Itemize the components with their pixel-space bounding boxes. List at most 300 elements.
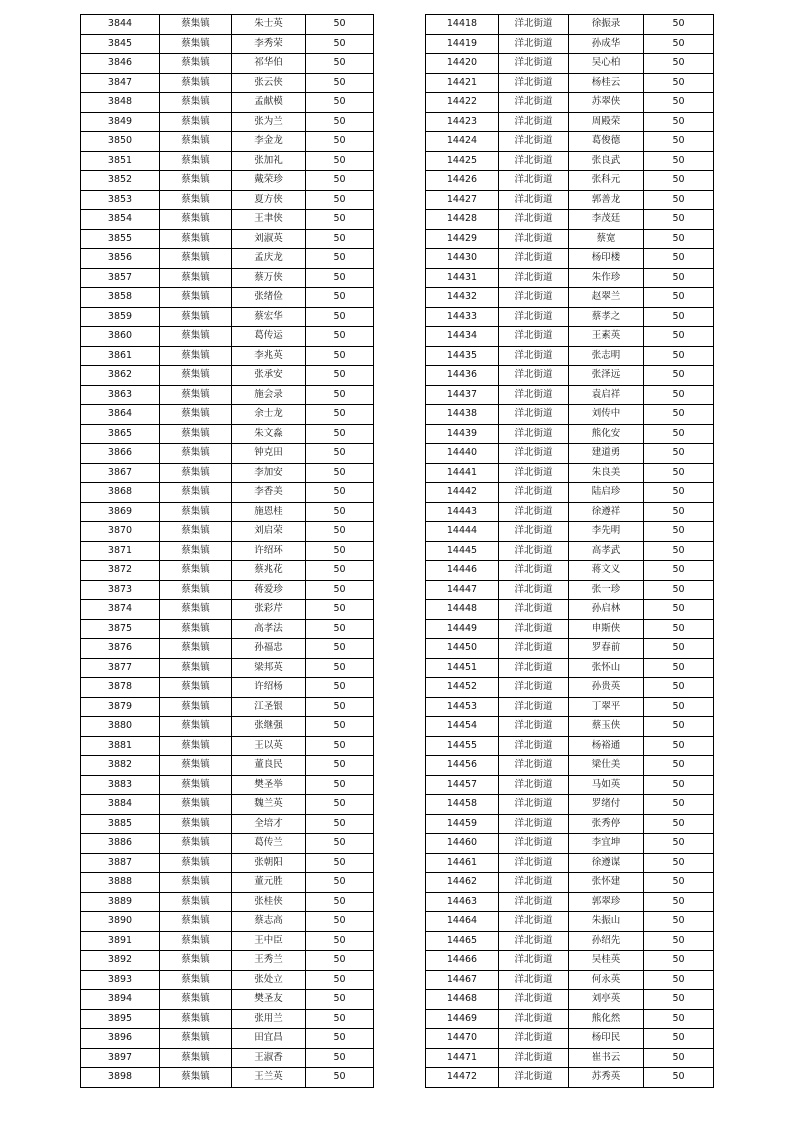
- table-row: [426, 54, 714, 74]
- serial-number-cell: 14427: [426, 190, 499, 210]
- amount-cell: 50: [644, 1048, 714, 1068]
- table-row: [426, 502, 714, 522]
- name-cell: 董元胜: [232, 873, 306, 893]
- township-cell: 洋北街道: [499, 931, 569, 951]
- serial-number-cell: 3845: [81, 34, 160, 54]
- name-cell: 李茂廷: [569, 210, 644, 230]
- table-row: [81, 697, 374, 717]
- table-row: [426, 229, 714, 249]
- table-row: [426, 639, 714, 659]
- table-row: [426, 580, 714, 600]
- serial-number-cell: 14458: [426, 795, 499, 815]
- township-cell: 洋北街道: [499, 405, 569, 425]
- township-cell: 蔡集镇: [160, 405, 232, 425]
- table-row: [426, 346, 714, 366]
- table-row: [426, 736, 714, 756]
- serial-number-cell: 3879: [81, 697, 160, 717]
- serial-number-cell: 14441: [426, 463, 499, 483]
- amount-cell: 50: [306, 327, 374, 347]
- amount-cell: 50: [644, 795, 714, 815]
- amount-cell: 50: [644, 1009, 714, 1029]
- amount-cell: 50: [644, 15, 714, 35]
- name-cell: 熊化然: [569, 1009, 644, 1029]
- amount-cell: 50: [306, 697, 374, 717]
- name-cell: 梁仕美: [569, 756, 644, 776]
- name-cell: 梁邦英: [232, 658, 306, 678]
- township-cell: 洋北街道: [499, 580, 569, 600]
- name-cell: 郭善龙: [569, 190, 644, 210]
- table-row: [81, 346, 374, 366]
- table-row: [81, 249, 374, 269]
- serial-number-cell: 14434: [426, 327, 499, 347]
- name-cell: 赵翠兰: [569, 288, 644, 308]
- amount-cell: 50: [644, 717, 714, 737]
- name-cell: 刘传中: [569, 405, 644, 425]
- amount-cell: 50: [306, 1009, 374, 1029]
- serial-number-cell: 14446: [426, 561, 499, 581]
- serial-number-cell: 3846: [81, 54, 160, 74]
- name-cell: 张秀停: [569, 814, 644, 834]
- serial-number-cell: 3875: [81, 619, 160, 639]
- table-row: [81, 34, 374, 54]
- township-cell: 洋北街道: [499, 951, 569, 971]
- amount-cell: 50: [644, 93, 714, 113]
- name-cell: 刘启荣: [232, 522, 306, 542]
- township-cell: 洋北街道: [499, 561, 569, 581]
- township-cell: 蔡集镇: [160, 619, 232, 639]
- amount-cell: 50: [306, 502, 374, 522]
- township-cell: 蔡集镇: [160, 522, 232, 542]
- serial-number-cell: 14447: [426, 580, 499, 600]
- amount-cell: 50: [644, 54, 714, 74]
- serial-number-cell: 14451: [426, 658, 499, 678]
- township-cell: 洋北街道: [499, 385, 569, 405]
- table-row: [81, 1068, 374, 1088]
- table-row: [81, 873, 374, 893]
- amount-cell: 50: [644, 580, 714, 600]
- table-row: [426, 990, 714, 1010]
- amount-cell: 50: [306, 210, 374, 230]
- table-row: [426, 853, 714, 873]
- name-cell: 孙贵英: [569, 678, 644, 698]
- name-cell: 丁翠平: [569, 697, 644, 717]
- township-cell: 蔡集镇: [160, 93, 232, 113]
- serial-number-cell: 3855: [81, 229, 160, 249]
- serial-number-cell: 14437: [426, 385, 499, 405]
- township-cell: 洋北街道: [499, 366, 569, 386]
- amount-cell: 50: [644, 912, 714, 932]
- amount-cell: 50: [644, 34, 714, 54]
- left-roster-body: [81, 15, 374, 1088]
- serial-number-cell: 14450: [426, 639, 499, 659]
- name-cell: 朱士英: [232, 15, 306, 35]
- township-cell: 洋北街道: [499, 658, 569, 678]
- township-cell: 蔡集镇: [160, 931, 232, 951]
- table-row: [426, 795, 714, 815]
- township-cell: 蔡集镇: [160, 307, 232, 327]
- name-cell: 蔡万侠: [232, 268, 306, 288]
- serial-number-cell: 3881: [81, 736, 160, 756]
- serial-number-cell: 14435: [426, 346, 499, 366]
- table-row: [81, 756, 374, 776]
- serial-number-cell: 3891: [81, 931, 160, 951]
- serial-number-cell: 14468: [426, 990, 499, 1010]
- name-cell: 刘亭英: [569, 990, 644, 1010]
- table-row: [81, 210, 374, 230]
- amount-cell: 50: [306, 600, 374, 620]
- name-cell: 张绪俭: [232, 288, 306, 308]
- township-cell: 蔡集镇: [160, 229, 232, 249]
- township-cell: 洋北街道: [499, 54, 569, 74]
- amount-cell: 50: [644, 775, 714, 795]
- name-cell: 李秀荣: [232, 34, 306, 54]
- township-cell: 洋北街道: [499, 346, 569, 366]
- serial-number-cell: 14419: [426, 34, 499, 54]
- table-row: [81, 775, 374, 795]
- serial-number-cell: 14433: [426, 307, 499, 327]
- table-row: [81, 912, 374, 932]
- serial-number-cell: 3890: [81, 912, 160, 932]
- amount-cell: 50: [644, 112, 714, 132]
- township-cell: 洋北街道: [499, 541, 569, 561]
- amount-cell: 50: [306, 366, 374, 386]
- table-row: [426, 756, 714, 776]
- name-cell: 吴桂英: [569, 951, 644, 971]
- table-row: [426, 483, 714, 503]
- serial-number-cell: 3892: [81, 951, 160, 971]
- table-row: [426, 268, 714, 288]
- name-cell: 蔡孝之: [569, 307, 644, 327]
- serial-number-cell: 14424: [426, 132, 499, 152]
- name-cell: 张怀建: [569, 873, 644, 893]
- township-cell: 洋北街道: [499, 249, 569, 269]
- table-row: [81, 541, 374, 561]
- amount-cell: 50: [306, 775, 374, 795]
- serial-number-cell: 3869: [81, 502, 160, 522]
- township-cell: 洋北街道: [499, 502, 569, 522]
- township-cell: 蔡集镇: [160, 15, 232, 35]
- township-cell: 洋北街道: [499, 210, 569, 230]
- serial-number-cell: 3887: [81, 853, 160, 873]
- table-row: [426, 1009, 714, 1029]
- table-row: [81, 229, 374, 249]
- name-cell: 罗春前: [569, 639, 644, 659]
- township-cell: 蔡集镇: [160, 73, 232, 93]
- name-cell: 刘淑英: [232, 229, 306, 249]
- name-cell: 孙启林: [569, 600, 644, 620]
- name-cell: 熊化安: [569, 424, 644, 444]
- amount-cell: 50: [306, 717, 374, 737]
- township-cell: 蔡集镇: [160, 795, 232, 815]
- serial-number-cell: 14449: [426, 619, 499, 639]
- township-cell: 洋北街道: [499, 1048, 569, 1068]
- table-row: [426, 151, 714, 171]
- name-cell: 朱良美: [569, 463, 644, 483]
- amount-cell: 50: [306, 970, 374, 990]
- amount-cell: 50: [306, 580, 374, 600]
- amount-cell: 50: [306, 756, 374, 776]
- name-cell: 苏翠侠: [569, 93, 644, 113]
- table-row: [426, 34, 714, 54]
- serial-number-cell: 3850: [81, 132, 160, 152]
- township-cell: 蔡集镇: [160, 990, 232, 1010]
- amount-cell: 50: [644, 385, 714, 405]
- serial-number-cell: 14448: [426, 600, 499, 620]
- serial-number-cell: 14431: [426, 268, 499, 288]
- table-row: [426, 561, 714, 581]
- amount-cell: 50: [644, 1068, 714, 1088]
- township-cell: 蔡集镇: [160, 444, 232, 464]
- name-cell: 朱文淼: [232, 424, 306, 444]
- name-cell: 李香美: [232, 483, 306, 503]
- name-cell: 蔡志高: [232, 912, 306, 932]
- amount-cell: 50: [644, 249, 714, 269]
- serial-number-cell: 3885: [81, 814, 160, 834]
- amount-cell: 50: [306, 814, 374, 834]
- township-cell: 蔡集镇: [160, 580, 232, 600]
- amount-cell: 50: [306, 405, 374, 425]
- table-row: [81, 892, 374, 912]
- township-cell: 蔡集镇: [160, 1068, 232, 1088]
- serial-number-cell: 14428: [426, 210, 499, 230]
- name-cell: 王兰英: [232, 1068, 306, 1088]
- name-cell: 徐遵祥: [569, 502, 644, 522]
- township-cell: 蔡集镇: [160, 775, 232, 795]
- township-cell: 蔡集镇: [160, 34, 232, 54]
- township-cell: 蔡集镇: [160, 483, 232, 503]
- name-cell: 张良武: [569, 151, 644, 171]
- serial-number-cell: 3849: [81, 112, 160, 132]
- serial-number-cell: 3896: [81, 1029, 160, 1049]
- township-cell: 蔡集镇: [160, 834, 232, 854]
- name-cell: 李宜坤: [569, 834, 644, 854]
- table-row: [426, 834, 714, 854]
- name-cell: 张科元: [569, 171, 644, 191]
- name-cell: 许绍环: [232, 541, 306, 561]
- serial-number-cell: 14426: [426, 171, 499, 191]
- table-row: [426, 190, 714, 210]
- table-row: [81, 814, 374, 834]
- table-row: [426, 522, 714, 542]
- township-cell: 蔡集镇: [160, 327, 232, 347]
- amount-cell: 50: [306, 73, 374, 93]
- amount-cell: 50: [644, 366, 714, 386]
- amount-cell: 50: [644, 463, 714, 483]
- name-cell: 建道勇: [569, 444, 644, 464]
- name-cell: 蔡玉侠: [569, 717, 644, 737]
- name-cell: 张加礼: [232, 151, 306, 171]
- serial-number-cell: 3886: [81, 834, 160, 854]
- township-cell: 洋北街道: [499, 93, 569, 113]
- table-row: [81, 970, 374, 990]
- township-cell: 蔡集镇: [160, 132, 232, 152]
- table-row: [426, 249, 714, 269]
- amount-cell: 50: [306, 892, 374, 912]
- township-cell: 洋北街道: [499, 990, 569, 1010]
- serial-number-cell: 3858: [81, 288, 160, 308]
- township-cell: 蔡集镇: [160, 151, 232, 171]
- serial-number-cell: 3866: [81, 444, 160, 464]
- name-cell: 朱作珍: [569, 268, 644, 288]
- name-cell: 李加安: [232, 463, 306, 483]
- table-row: [426, 132, 714, 152]
- name-cell: 陆启珍: [569, 483, 644, 503]
- serial-number-cell: 3847: [81, 73, 160, 93]
- table-row: [81, 951, 374, 971]
- township-cell: 洋北街道: [499, 678, 569, 698]
- table-row: [426, 697, 714, 717]
- name-cell: 夏方侠: [232, 190, 306, 210]
- table-row: [426, 210, 714, 230]
- table-row: [426, 463, 714, 483]
- township-cell: 蔡集镇: [160, 190, 232, 210]
- township-cell: 洋北街道: [499, 34, 569, 54]
- name-cell: 何永英: [569, 970, 644, 990]
- township-cell: 蔡集镇: [160, 658, 232, 678]
- amount-cell: 50: [306, 132, 374, 152]
- name-cell: 苏秀英: [569, 1068, 644, 1088]
- name-cell: 蔡兆花: [232, 561, 306, 581]
- amount-cell: 50: [306, 190, 374, 210]
- serial-number-cell: 3883: [81, 775, 160, 795]
- township-cell: 洋北街道: [499, 190, 569, 210]
- township-cell: 洋北街道: [499, 307, 569, 327]
- amount-cell: 50: [306, 151, 374, 171]
- name-cell: 杨印楼: [569, 249, 644, 269]
- serial-number-cell: 3852: [81, 171, 160, 191]
- amount-cell: 50: [644, 151, 714, 171]
- township-cell: 洋北街道: [499, 229, 569, 249]
- amount-cell: 50: [644, 424, 714, 444]
- table-row: [81, 190, 374, 210]
- amount-cell: 50: [644, 444, 714, 464]
- township-cell: 洋北街道: [499, 697, 569, 717]
- township-cell: 蔡集镇: [160, 736, 232, 756]
- name-cell: 孙福忠: [232, 639, 306, 659]
- table-row: [81, 93, 374, 113]
- serial-number-cell: 14455: [426, 736, 499, 756]
- serial-number-cell: 14423: [426, 112, 499, 132]
- name-cell: 王以英: [232, 736, 306, 756]
- serial-number-cell: 3853: [81, 190, 160, 210]
- amount-cell: 50: [306, 931, 374, 951]
- name-cell: 张彩芹: [232, 600, 306, 620]
- township-cell: 洋北街道: [499, 600, 569, 620]
- name-cell: 王中臣: [232, 931, 306, 951]
- table-row: [426, 93, 714, 113]
- amount-cell: 50: [306, 853, 374, 873]
- township-cell: 蔡集镇: [160, 814, 232, 834]
- amount-cell: 50: [306, 483, 374, 503]
- township-cell: 蔡集镇: [160, 268, 232, 288]
- table-row: [81, 444, 374, 464]
- name-cell: 田宜昌: [232, 1029, 306, 1049]
- township-cell: 蔡集镇: [160, 873, 232, 893]
- serial-number-cell: 14462: [426, 873, 499, 893]
- serial-number-cell: 14418: [426, 15, 499, 35]
- amount-cell: 50: [306, 346, 374, 366]
- serial-number-cell: 14472: [426, 1068, 499, 1088]
- amount-cell: 50: [306, 1029, 374, 1049]
- serial-number-cell: 3889: [81, 892, 160, 912]
- name-cell: 张泽远: [569, 366, 644, 386]
- name-cell: 魏兰英: [232, 795, 306, 815]
- amount-cell: 50: [306, 229, 374, 249]
- township-cell: 蔡集镇: [160, 756, 232, 776]
- serial-number-cell: 3873: [81, 580, 160, 600]
- name-cell: 董良民: [232, 756, 306, 776]
- township-cell: 蔡集镇: [160, 112, 232, 132]
- township-cell: 蔡集镇: [160, 1029, 232, 1049]
- amount-cell: 50: [306, 463, 374, 483]
- serial-number-cell: 14444: [426, 522, 499, 542]
- table-row: [426, 327, 714, 347]
- township-cell: 洋北街道: [499, 327, 569, 347]
- amount-cell: 50: [644, 73, 714, 93]
- table-row: [81, 639, 374, 659]
- table-row: [81, 580, 374, 600]
- township-cell: 蔡集镇: [160, 678, 232, 698]
- table-row: [426, 288, 714, 308]
- table-row: [81, 112, 374, 132]
- township-cell: 洋北街道: [499, 1009, 569, 1029]
- table-row: [426, 385, 714, 405]
- amount-cell: 50: [306, 1048, 374, 1068]
- township-cell: 洋北街道: [499, 15, 569, 35]
- name-cell: 余士龙: [232, 405, 306, 425]
- township-cell: 洋北街道: [499, 288, 569, 308]
- amount-cell: 50: [306, 307, 374, 327]
- table-row: [426, 658, 714, 678]
- name-cell: 袁启祥: [569, 385, 644, 405]
- amount-cell: 50: [644, 600, 714, 620]
- table-row: [426, 171, 714, 191]
- table-row: [81, 990, 374, 1010]
- township-cell: 洋北街道: [499, 619, 569, 639]
- amount-cell: 50: [644, 619, 714, 639]
- table-row: [81, 483, 374, 503]
- township-cell: 蔡集镇: [160, 385, 232, 405]
- table-row: [426, 1068, 714, 1088]
- serial-number-cell: 14430: [426, 249, 499, 269]
- amount-cell: 50: [644, 658, 714, 678]
- table-row: [81, 288, 374, 308]
- township-cell: 洋北街道: [499, 522, 569, 542]
- serial-number-cell: 3844: [81, 15, 160, 35]
- amount-cell: 50: [644, 171, 714, 191]
- serial-number-cell: 3860: [81, 327, 160, 347]
- name-cell: 施恩桂: [232, 502, 306, 522]
- amount-cell: 50: [306, 54, 374, 74]
- amount-cell: 50: [306, 268, 374, 288]
- name-cell: 孙绍先: [569, 931, 644, 951]
- table-row: [426, 366, 714, 386]
- name-cell: 葛俊德: [569, 132, 644, 152]
- amount-cell: 50: [644, 229, 714, 249]
- table-row: [81, 327, 374, 347]
- township-cell: 洋北街道: [499, 483, 569, 503]
- amount-cell: 50: [644, 678, 714, 698]
- amount-cell: 50: [644, 834, 714, 854]
- amount-cell: 50: [644, 541, 714, 561]
- table-row: [81, 307, 374, 327]
- serial-number-cell: 14420: [426, 54, 499, 74]
- name-cell: 王淑香: [232, 1048, 306, 1068]
- amount-cell: 50: [644, 873, 714, 893]
- serial-number-cell: 3857: [81, 268, 160, 288]
- serial-number-cell: 3878: [81, 678, 160, 698]
- table-row: [426, 112, 714, 132]
